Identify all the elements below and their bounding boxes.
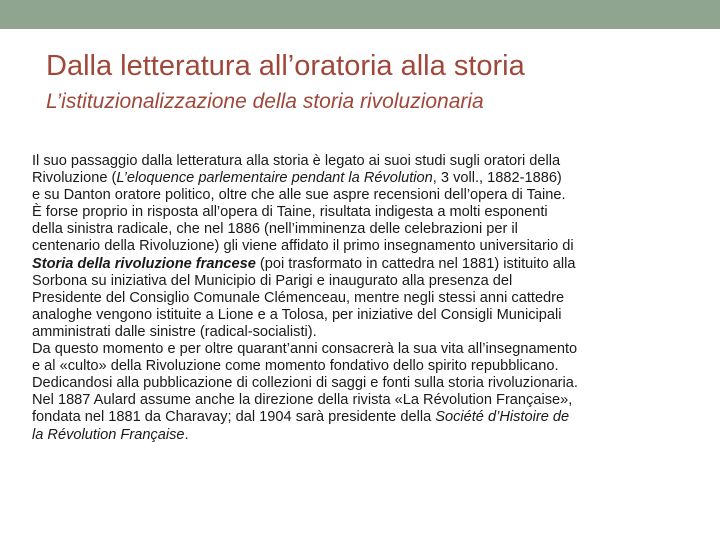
text-run: , 3 voll., 1882-1886) [432,170,562,187]
text-line: e su Danton oratore politico, oltre che alle sue aspre recensioni dell’opera di Taine. [32,187,566,204]
text-run: . [184,426,189,443]
slide-title: Dalla letteratura all’oratoria alla storia [46,50,525,82]
text-line: Dedicandosi alla pubblicazione di collezioni di saggi e fonti sulla storia rivoluzionaria. [32,375,578,392]
text-line [32,256,708,273]
text-line: Nel 1887 Aulard assume anche la direzione della rivista «La Révolution Française», [32,392,573,409]
text-line: della sinistra radicale, che nel 1886 (nell’imminenza delle celebrazioni per il [32,221,518,238]
book-title-eloquence: L’eloquence parlementaire pendant la Révolution [116,170,433,187]
paragraph-1 [32,153,708,204]
text-run: (poi trasformato in cattedra nel 1881) istituito alla [255,255,576,272]
text-line: centenario della Rivoluzione) gli viene affidato il primo insegnamento universitario di [32,238,574,255]
text-run: Rivoluzione ( [32,170,117,187]
text-line: e al «culto» della Rivoluzione come momento fondativo dello spirito repubblicano. [32,358,559,375]
course-title: Storia della rivoluzione francese [32,255,256,272]
text-line: Da questo momento e per oltre quarant’anni consacrerà la sua vita all’insegnamento [32,341,578,358]
text-line: Il suo passaggio dalla letteratura alla storia è legato ai suoi studi sugli oratori della [32,153,561,169]
society-title: Société d’Histoire de [435,409,570,426]
text-line: analoghe vengono istituite a Lione e a Tolosa, per iniziative del Consigli Municipali [32,306,562,323]
slide-body [32,153,708,444]
paragraph-2 [32,204,708,341]
text-line [32,427,708,444]
text-line [32,409,708,426]
text-line: Presidente del Consiglio Comunale Clémenceau, mentre negli stessi anni cattedre [32,289,565,306]
society-title-cont: la Révolution Française [32,426,185,443]
text-line [32,170,708,187]
top-accent-bar [0,0,720,29]
text-line: È forse proprio in risposta all’opera di Taine, risultata indigesta a molti esponenti [32,204,548,221]
text-run: fondata nel 1881 da Charavay; dal 1904 sarà presidente della [32,409,436,426]
slide-subtitle: L’istituzionalizzazione della storia rivoluzionaria [46,90,484,113]
paragraph-3 [32,341,708,444]
text-line: Sorbona su iniziativa del Municipio di Parigi e inaugurato alla presenza del [32,272,513,289]
text-line: amministrati dalle sinistre (radical-socialisti). [32,323,317,340]
